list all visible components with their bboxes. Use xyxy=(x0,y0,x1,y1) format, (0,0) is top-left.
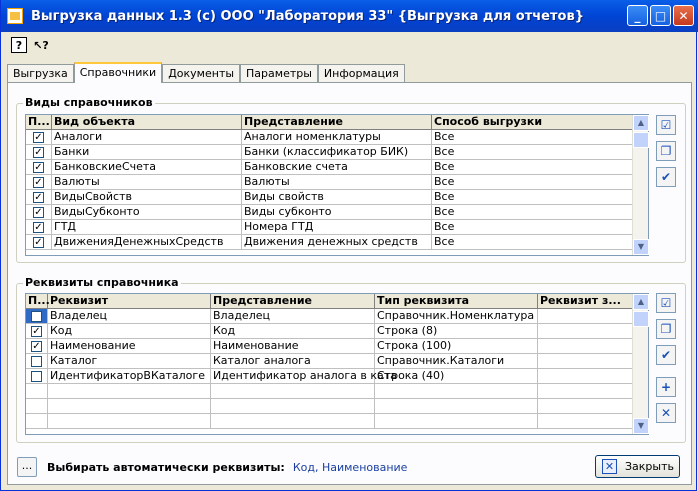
checkbox-cell xyxy=(26,145,52,159)
invert-check-icon[interactable]: ✔ xyxy=(656,167,676,187)
object-cell[interactable]: ГТД xyxy=(52,220,242,234)
bottom-bar xyxy=(7,449,692,485)
table-row[interactable] xyxy=(26,205,648,220)
table-row[interactable] xyxy=(26,235,648,250)
attribute-cell[interactable]: ИдентификаторВКаталоге xyxy=(48,369,211,383)
checked-box-icon[interactable]: ✓ xyxy=(34,206,43,218)
whats-this-icon[interactable]: ↖? xyxy=(33,38,49,52)
object-cell[interactable]: БанковскиеСчета xyxy=(52,160,242,174)
tab-panel xyxy=(7,82,692,485)
checkbox-cell xyxy=(26,339,48,353)
empty-cell xyxy=(211,399,375,413)
view-cell[interactable]: Наименование xyxy=(211,339,375,353)
tab-information[interactable]: Информация xyxy=(318,64,405,83)
check-all-icon[interactable]: ☑ xyxy=(656,293,676,313)
method-cell[interactable]: Все xyxy=(434,205,455,218)
checked-box-icon[interactable]: ✓ xyxy=(34,221,43,233)
checked-box-icon[interactable]: ✓ xyxy=(34,236,43,248)
empty-cell xyxy=(48,399,211,413)
catalogs-side-buttons xyxy=(656,115,676,187)
table-row[interactable] xyxy=(26,130,648,145)
table-row[interactable] xyxy=(26,339,648,354)
empty-cell xyxy=(48,384,211,398)
view-cell[interactable]: Код xyxy=(211,324,375,338)
extra-cell[interactable] xyxy=(538,309,634,323)
method-cell[interactable]: Все xyxy=(434,130,455,143)
maximize-button[interactable]: □ xyxy=(650,5,671,26)
empty-cell xyxy=(375,414,538,428)
attributes-group-title: Реквизиты справочника xyxy=(25,276,179,289)
app-icon xyxy=(7,8,23,24)
attributes-table[interactable] xyxy=(25,293,649,435)
col-flag[interactable]: П... xyxy=(28,294,50,307)
table-row[interactable] xyxy=(26,175,648,190)
empty-cell xyxy=(538,384,634,398)
tab-export[interactable]: Выгрузка xyxy=(7,64,74,83)
extra-cell[interactable] xyxy=(538,324,634,338)
auto-attributes-label: Выбирать автоматически реквизиты: xyxy=(47,460,285,474)
checkbox-cell xyxy=(26,160,52,174)
view-cell[interactable]: Банки (классификатор БИК) xyxy=(242,145,432,159)
col-flag[interactable]: П... xyxy=(26,115,52,129)
type-cell[interactable]: Строка (100) xyxy=(375,339,538,353)
empty-cell xyxy=(26,414,48,428)
checkbox-cell xyxy=(26,175,52,189)
checkbox-cell xyxy=(26,324,48,338)
choose-auto-attributes-button[interactable]: ... xyxy=(17,457,37,477)
toolbar xyxy=(11,37,49,53)
scroll-up-icon[interactable]: ▲ xyxy=(633,115,649,131)
empty-cell xyxy=(538,399,634,413)
table-row[interactable] xyxy=(26,190,648,205)
checkbox-cell xyxy=(26,130,52,144)
empty-cell xyxy=(26,384,48,398)
unchecked-box-icon[interactable] xyxy=(31,311,42,322)
attribute-cell[interactable]: Код xyxy=(48,324,211,338)
extra-cell[interactable] xyxy=(538,354,634,368)
col-view[interactable]: Представление xyxy=(211,294,375,308)
checked-box-icon[interactable]: ✓ xyxy=(34,146,43,158)
method-cell[interactable]: Все xyxy=(434,175,455,188)
unchecked-box-icon[interactable] xyxy=(31,356,42,367)
empty-cell xyxy=(211,414,375,428)
empty-cell xyxy=(375,399,538,413)
method-cell[interactable]: Все xyxy=(434,220,455,233)
object-cell[interactable]: ВидыСвойств xyxy=(52,190,242,204)
empty-cell xyxy=(538,414,634,428)
empty-cell xyxy=(375,384,538,398)
attributes-scrollbar[interactable] xyxy=(632,294,648,434)
method-cell[interactable]: Все xyxy=(434,235,455,248)
col-extra[interactable]: Реквизит з... xyxy=(540,294,621,307)
catalogs-header xyxy=(26,115,648,130)
add-icon[interactable]: + xyxy=(656,377,676,397)
checkbox-cell xyxy=(26,220,52,234)
type-cell[interactable]: Справочник.Номенклатура xyxy=(375,309,538,323)
invert-check-icon[interactable]: ✔ xyxy=(656,345,676,365)
view-cell[interactable]: Движения денежных средств xyxy=(242,235,432,249)
method-cell[interactable]: Все xyxy=(434,190,455,203)
checkbox-cell xyxy=(26,190,52,204)
object-cell[interactable]: Банки xyxy=(52,145,242,159)
empty-row xyxy=(26,384,648,399)
empty-cell xyxy=(48,414,211,428)
close-button-label: Закрыть xyxy=(625,460,674,473)
view-cell[interactable]: Виды свойств xyxy=(242,190,432,204)
view-cell[interactable]: Аналоги номенклатуры xyxy=(242,130,432,144)
scroll-thumb[interactable] xyxy=(633,132,649,148)
view-cell[interactable]: Валюты xyxy=(242,175,432,189)
uncheck-all-icon[interactable]: ❐ xyxy=(656,319,676,339)
extra-cell[interactable] xyxy=(538,369,634,383)
catalogs-table[interactable] xyxy=(25,114,649,256)
catalogs-group-title: Виды справочников xyxy=(25,96,153,109)
close-icon: ✕ xyxy=(602,459,617,474)
attribute-cell[interactable]: Наименование xyxy=(48,339,211,353)
checked-box-icon[interactable]: ✓ xyxy=(32,325,41,337)
tab-parameters[interactable]: Параметры xyxy=(240,64,318,83)
empty-row xyxy=(26,414,648,429)
checked-box-icon[interactable]: ✓ xyxy=(34,191,43,203)
method-cell[interactable]: Все xyxy=(434,145,455,158)
type-cell[interactable]: Строка (40) xyxy=(375,369,538,383)
object-cell[interactable]: Аналоги xyxy=(52,130,242,144)
check-all-icon[interactable]: ☑ xyxy=(656,115,676,135)
col-view[interactable]: Представление xyxy=(242,115,432,129)
minimize-button[interactable]: _ xyxy=(627,5,648,26)
delete-icon[interactable]: ✕ xyxy=(656,403,676,423)
type-cell[interactable]: Строка (8) xyxy=(375,324,538,338)
checkbox-cell xyxy=(26,369,48,383)
scroll-thumb[interactable] xyxy=(633,311,649,327)
table-row[interactable] xyxy=(26,220,648,235)
tab-strip xyxy=(7,62,405,82)
close-button[interactable] xyxy=(595,455,680,478)
col-object[interactable]: Вид объекта xyxy=(52,115,242,129)
object-cell[interactable]: ВидыСубконто xyxy=(52,205,242,219)
view-cell[interactable]: Банковские счета xyxy=(242,160,432,174)
view-cell[interactable]: Номера ГТД xyxy=(242,220,432,234)
col-method[interactable]: Способ выгрузки xyxy=(434,115,543,128)
type-cell[interactable]: Справочник.Каталоги xyxy=(375,354,538,368)
col-type[interactable]: Тип реквизита xyxy=(375,294,538,308)
checked-box-icon[interactable]: ✓ xyxy=(34,131,43,143)
window-title: Выгрузка данных 1.3 (c) ООО "Лаборатория 33" {Выгрузка для отчетов} xyxy=(31,8,584,24)
checkbox-cell xyxy=(26,309,48,323)
empty-cell xyxy=(211,384,375,398)
empty-row xyxy=(26,399,648,414)
tab-catalogs[interactable]: Справочники xyxy=(74,62,162,83)
view-cell[interactable]: Каталог аналога xyxy=(211,354,375,368)
object-cell[interactable]: Валюты xyxy=(52,175,242,189)
table-row[interactable] xyxy=(26,324,648,339)
scroll-up-icon[interactable]: ▲ xyxy=(633,294,649,310)
uncheck-all-icon[interactable]: ❐ xyxy=(656,141,676,161)
scroll-down-icon[interactable]: ▼ xyxy=(633,418,649,434)
scroll-down-icon[interactable]: ▼ xyxy=(633,239,649,255)
help-icon[interactable]: ? xyxy=(11,37,27,53)
attribute-cell[interactable]: Владелец xyxy=(48,309,211,323)
attribute-cell[interactable]: Каталог xyxy=(48,354,211,368)
checked-box-icon[interactable]: ✓ xyxy=(34,161,43,173)
view-cell[interactable]: Владелец xyxy=(211,309,375,323)
object-cell[interactable]: ДвиженияДенежныхСредств xyxy=(52,235,242,249)
checked-box-icon[interactable]: ✓ xyxy=(34,176,43,188)
method-cell[interactable]: Все xyxy=(434,160,455,173)
close-window-button[interactable]: ✕ xyxy=(673,5,694,26)
extra-cell[interactable] xyxy=(538,339,634,353)
view-cell[interactable]: Идентификатор аналога в ката xyxy=(213,369,397,382)
checkbox-cell xyxy=(26,235,52,249)
unchecked-box-icon[interactable] xyxy=(31,371,42,382)
auto-attributes-value[interactable]: Код, Наименование xyxy=(292,460,408,474)
tab-documents[interactable]: Документы xyxy=(162,64,240,83)
checkbox-cell xyxy=(26,354,48,368)
catalogs-scrollbar[interactable] xyxy=(632,115,648,255)
checked-box-icon[interactable]: ✓ xyxy=(32,340,41,352)
table-row[interactable] xyxy=(26,369,648,384)
empty-cell xyxy=(26,399,48,413)
table-row[interactable] xyxy=(26,145,648,160)
table-row[interactable] xyxy=(26,309,648,324)
attributes-side-buttons xyxy=(656,293,676,423)
col-attribute[interactable]: Реквизит xyxy=(48,294,211,308)
table-row[interactable] xyxy=(26,160,648,175)
view-cell[interactable]: Виды субконто xyxy=(242,205,432,219)
checkbox-cell xyxy=(26,205,52,219)
title-bar[interactable] xyxy=(1,0,698,32)
table-row[interactable] xyxy=(26,354,648,369)
attributes-header xyxy=(26,294,648,309)
